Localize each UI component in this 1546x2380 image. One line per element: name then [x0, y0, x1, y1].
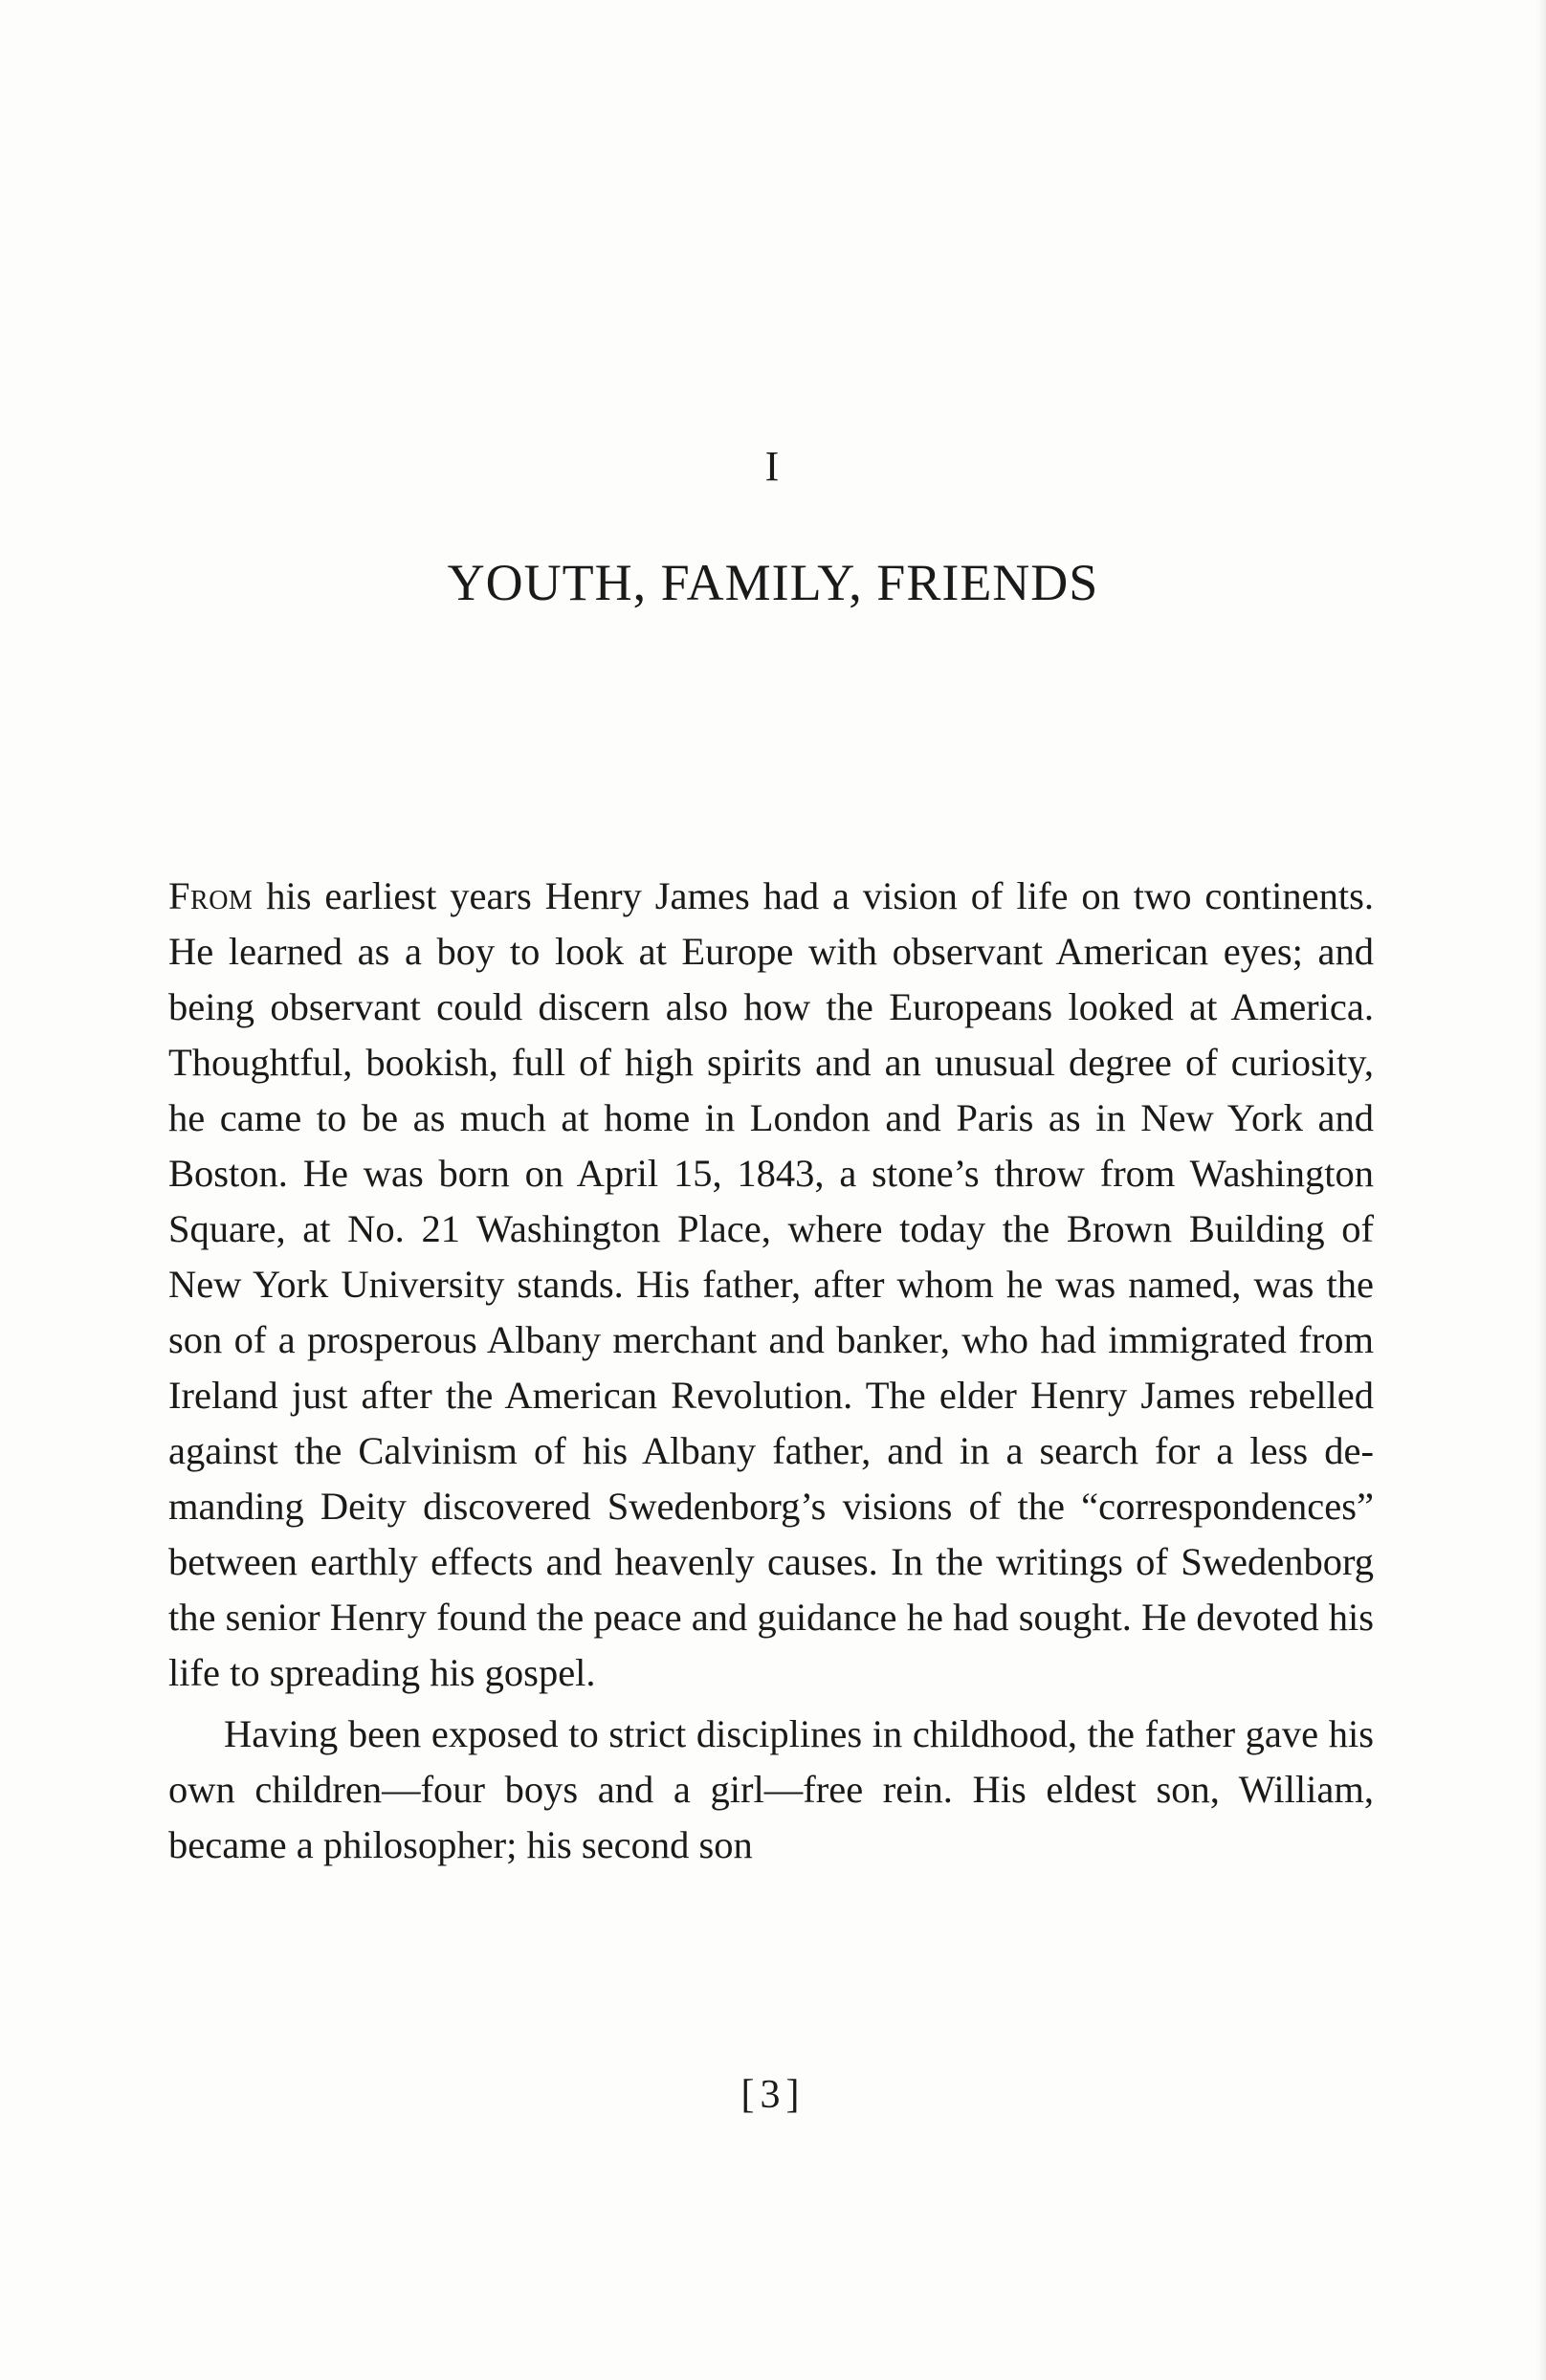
- page-number: [3]: [740, 2073, 806, 2117]
- paragraph-1-text: his earliest years Henry James had a vision of life on two continents. He learned as a boy to look at Europe with observant American eyes; and being observant could discern also how the Europeans looked at America. Thoughtful, bookish, full of high spirits and an unusual degree of curiosity, he came to be as much at home in London and Paris as in New York and Boston. He was born on April 15, 1843, a stone’s throw from Washington Square, at No. 21 Washington Place, where today the Brown Building of New York University stands. His father, after whom he was named, was the son of a prosperous Albany merchant and banker, who had immigrated from Ireland just after the American Revolution. The elder Henry James rebelled against the Calvinism of his Albany father, and in a search for a less demanding Deity discovered Swedenborg’s visions of the “correspondences” between earthly effects and heavenly causes. In the writings of Swedenborg the senior Henry found the peace and guidance he had sought. He devoted his life to spreading his gospel.: [168, 874, 1374, 1694]
- chapter-number: I: [764, 443, 782, 490]
- paragraph-1: [168, 869, 1374, 1701]
- chapter-title: YOUTH, FAMILY, FRIENDS: [447, 554, 1099, 611]
- page-edge-shadow: [1536, 0, 1546, 2380]
- paragraph-2: Having been exposed to strict disciplines in childhood, the father gave his own children—four boys and a girl—free rein. His eldest son, William, became a philosopher; his second son: [168, 1712, 1374, 1866]
- body-text: [168, 869, 1374, 1873]
- opening-word: From: [168, 874, 254, 917]
